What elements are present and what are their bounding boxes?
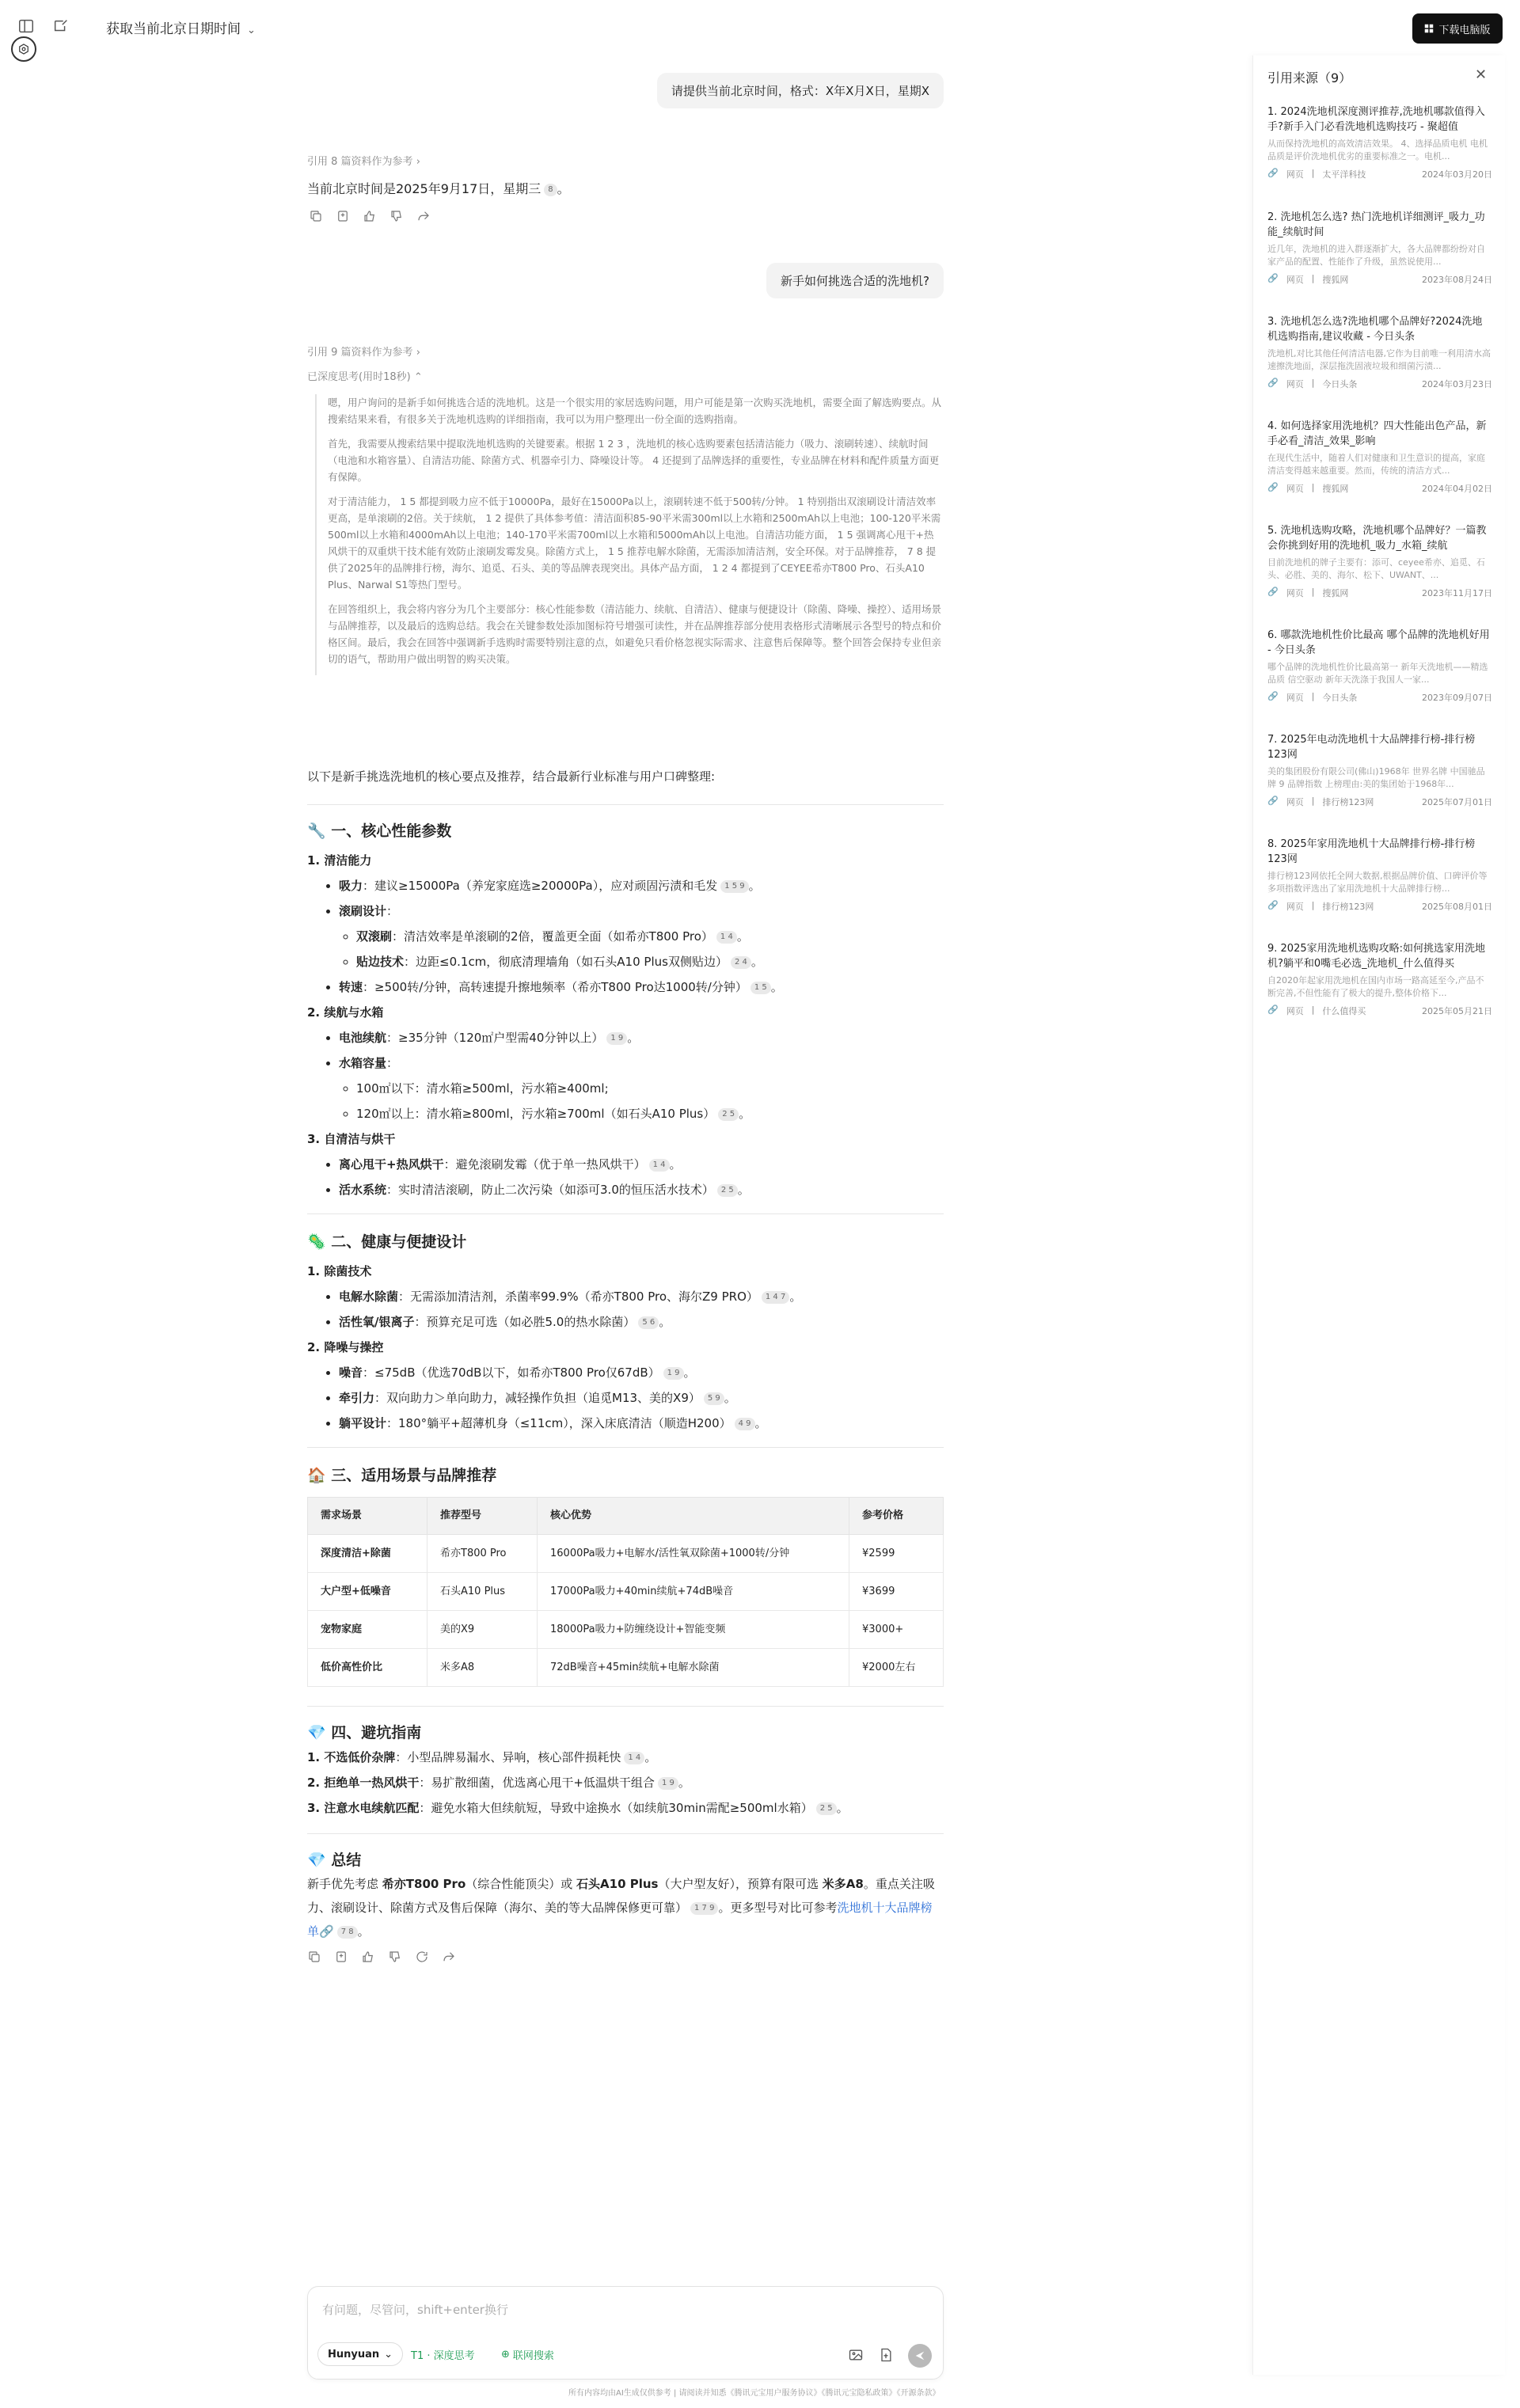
thinking-paragraph: 首先，我需要从搜索结果中提取洗地机选购的关键要素。根据 1 2 3 ，洗地机的核心选购要素包括清洁能力（吸力、滚刷转速）、续航时间（电池和水箱容量）、自清洁功能、除菌方式、机器牵引力、降噪设计等。 4 还提到了品牌选择的重要性，专业品牌在材料和配件质量方面更有保障。 — [328, 438, 940, 483]
source-meta: 🔗 网页 | 排行榜123网 2025年07月01日 — [1267, 796, 1492, 807]
source-title: 2. 洗地机怎么选? 热门洗地机详细测评_吸力_功能_续航时间 — [1267, 211, 1485, 238]
table-cell: 72dB噪音+45min续航+电解水除菌 — [538, 1649, 849, 1687]
divider — [307, 1213, 944, 1214]
sources-title: 引用来源（9） — [1267, 70, 1352, 85]
model-label: Hunyuan — [328, 2348, 380, 2361]
source-item[interactable] — [1267, 941, 1492, 1017]
tip-item: 2. 拒绝单一热风烘干：易扩散细菌，优选离心甩干+低温烘干组合 1 9 。 — [307, 1776, 690, 1790]
section-4-title: 四、避坑指南 — [331, 1724, 422, 1741]
answer-2 — [307, 765, 944, 1964]
send-button[interactable] — [908, 2344, 932, 2368]
link-icon: 🔗 — [1267, 900, 1279, 910]
list-item: ◦ 贴边技术：边距≤0.1cm，彻底清理墙角（如石头A10 Plus双侧贴边） 2 4 。 — [356, 949, 944, 974]
list — [307, 1360, 944, 1436]
chat-input[interactable]: 有问题，尽管问，shift+enter换行 — [322, 2303, 508, 2317]
copy-icon[interactable] — [307, 1950, 321, 1964]
web-search-toggle[interactable] — [492, 2342, 564, 2366]
share-icon[interactable] — [416, 209, 431, 223]
source-title: 4. 如何选择家用洗地机？四大性能出色产品，新手必看_清洁_效果_影响 — [1267, 420, 1487, 447]
table-cell: 17000Pa吸力+40min续航+74dB噪音 — [538, 1573, 849, 1611]
link-icon: 🔗 — [1267, 378, 1279, 388]
source-snippet: 在现代生活中，随着人们对健康和卫生意识的提高，家庭清洁变得越来越重要。然而，传统的清洁方式... — [1267, 453, 1485, 476]
source-snippet: 近几年，洗地机的进入群逐渐扩大，各大品牌都纷纷对自家产品的配置、性能作了升级，虽然说使用... — [1267, 244, 1485, 267]
source-title: 6. 哪款洗地机性价比最高 哪个品牌的洗地机好用 - 今日头条 — [1267, 629, 1490, 656]
citation-badge[interactable]: 4 9 — [735, 1418, 755, 1430]
list-item: • 转速：≥500转/分钟，高转速提升擦地频率（希亦T800 Pro达1000转/分钟） 1 5 。 — [339, 974, 944, 1000]
source-snippet: 哪个品牌的洗地机性价比最高第一 新年天洗地机——精选品质 信空驱动 新年天洗涤于我国人一家... — [1267, 662, 1488, 685]
list-item: • 离心甩干+热风烘干：避免滚刷发霉（优于单一热风烘干） 1 4 。 — [339, 1152, 944, 1177]
file-upload-icon[interactable] — [878, 2347, 894, 2363]
thumbs-down-icon[interactable] — [390, 209, 404, 223]
chevron-up-icon: ⌃ — [413, 371, 423, 383]
citation-badge[interactable]: 2 5 — [717, 1184, 738, 1197]
source-item[interactable] — [1267, 732, 1492, 808]
list-item: • 噪音：≤75dB（优选70dB以下，如希亦T800 Pro仅67dB） 1 9 。 — [339, 1360, 944, 1385]
source-meta: 🔗 网页 | 搜狐网 2024年04月02日 — [1267, 482, 1492, 494]
close-icon[interactable]: ✕ — [1475, 66, 1488, 83]
sublist — [339, 924, 944, 974]
source-snippet: 自2020年起家用洗地机在国内市场一路高延至今,产品不断完善,不但性能有了极大的提升,整体价格下... — [1267, 975, 1484, 998]
recommendation-table — [307, 1497, 944, 1687]
link-icon: 🔗 — [319, 1924, 334, 1939]
citation-badge[interactable]: 1 9 — [606, 1032, 627, 1045]
list-item: ◦ 120㎡以上：清水箱≥800ml，污水箱≥700ml（如石头A10 Plus） 2 5 。 — [356, 1101, 944, 1126]
answer-1-text: 当前北京时间是2025年9月17日，星期三 — [307, 181, 542, 196]
citation-badge[interactable]: 7 8 — [337, 1926, 358, 1939]
citation-badge[interactable]: 1 4 7 — [762, 1291, 789, 1304]
reference-count-1: 引用 8 篇资料作为参考 — [307, 156, 413, 168]
period: 。 — [557, 181, 570, 196]
copy-icon[interactable] — [309, 209, 323, 223]
list-item: • 电解水除菌：无需添加清洁剂，杀菌率99.9%（希亦T800 Pro、海尔Z9 PRO） 1 4 7 。 — [339, 1284, 944, 1309]
sources-panel — [1252, 55, 1505, 2375]
source-meta: 🔗 网页 | 今日头条 2023年09月07日 — [1267, 691, 1492, 703]
table-cell: 宠物家庭 — [308, 1611, 428, 1649]
thumbs-down-icon[interactable] — [388, 1950, 402, 1964]
table-cell: 米多A8 — [428, 1649, 538, 1687]
source-title: 5. 洗地机选购攻略，洗地机哪个品牌好？一篇教会你挑到好用的洗地机_吸力_水箱_续航 — [1267, 525, 1487, 552]
diamond-icon: 💎 — [307, 1852, 326, 1869]
table-header-row — [308, 1498, 944, 1535]
brand-ranking-link[interactable]: 洗地机十大品牌榜单 — [307, 1901, 933, 1939]
thinking-label: 已深度思考(用时18秒) — [307, 371, 411, 383]
model-selector[interactable] — [317, 2342, 403, 2366]
thinking-paragraph: 对于清洁能力， 1 5 都提到吸力应不低于10000Pa，最好在15000Pa以上，滚刷转速不低于500转/分钟。 1 特别指出双滚刷设计清洁效率更高，是单滚刷的2倍。关于续航， 1 2 提供了具体参考值：清洁面积85-90平米需300ml以上水箱和2500mAh以上电池；100-120平米需500ml以上水箱和4000mAh以上电池；140-170平米需700ml以上水箱和5000mAh以上电池。自清洁功能方面， 1 5 强调离心甩干+热风烘干的双重烘干技术能有效防止滚刷发霉发臭。除菌方式上， 1 5 推荐电解水除菌，无需添加清洁剂，安全环保。对于品牌推荐， 7 8 提供了2025年的品牌排行榜，海尔、追觅、石头、美的等品牌表现突出。具体产品方面， 1 2 4 都提到了CEYEE希亦T800 Pro、石头A10 Plus、Narwal S1等热门型号。 — [328, 496, 941, 591]
deep-think-toggle[interactable] — [401, 2342, 484, 2366]
source-snippet: 目前洗地机的牌子主要有：添可、ceyee希亦、追觅、石头、必胜、美的、海尔、松下、UWANT、... — [1267, 557, 1485, 580]
download-label: 下载电脑版 — [1438, 24, 1491, 36]
subheading: 1. 除菌技术 — [307, 1264, 372, 1278]
section-2-title: 二、健康与便捷设计 — [331, 1233, 467, 1251]
virus-icon: 🦠 — [307, 1233, 326, 1251]
thinking-paragraph: 嗯，用户询问的是新手如何挑选合适的洗地机。这是一个很实用的家居选购问题，用户可能是第一次购买洗地机，需要全面了解选购要点。从搜索结果来看，有很多关于洗地机选购的详细指南，我可以为用户整理出一份全面的选购指南。 — [328, 397, 942, 425]
subheading: 1. 清洁能力 — [307, 853, 372, 868]
divider — [307, 1706, 944, 1707]
section-5-heading — [307, 1848, 944, 1872]
chevron-down-icon: ⌄ — [247, 25, 256, 36]
top-bar — [0, 0, 1520, 55]
thinking-toggle[interactable] — [307, 368, 423, 383]
reference-count-2: 引用 9 篇资料作为参考 — [307, 347, 413, 359]
source-meta: 🔗 网页 | 今日头条 2024年03月23日 — [1267, 378, 1492, 389]
list — [307, 1284, 944, 1335]
table-cell: 18000Pa吸力+防缠绕设计+智能变频 — [538, 1611, 849, 1649]
list-item: ◦ 100㎡以下：清水箱≥500ml，污水箱≥400ml; — [356, 1076, 944, 1101]
list-item: • 躺平设计：180°躺平+超薄机身（≤11cm），深入床底清洁（顺造H200） 4 9 。 — [339, 1411, 944, 1436]
table-cell: ¥3000+ — [849, 1611, 944, 1649]
source-meta: 🔗 网页 | 什么值得买 2025年05月21日 — [1267, 1005, 1492, 1016]
user-message-1: 请提供当前北京时间，格式：X年X月X日，星期X — [657, 73, 944, 108]
bookmark-icon[interactable] — [334, 1950, 348, 1964]
sublist — [339, 1076, 944, 1126]
summary-text: 新手优先考虑 希亦T800 Pro（综合性能顶尖）或 石头A10 Plus（大户型友好），预算有限可选 米多A8。重点关注吸力、滚刷设计、除菌方式及售后保障（海尔、美的等大品牌保修更可靠） 1 7 9 。更多型号对比可参考洗地机十大品牌榜单🔗 7 8 。 — [307, 1877, 935, 1939]
divider — [307, 1447, 944, 1448]
conversation-title-text: 获取当前北京日期时间 — [106, 21, 241, 37]
subheading: 2. 续航与水箱 — [307, 1005, 384, 1020]
link-icon: 🔗 — [1267, 691, 1279, 701]
source-meta: 🔗 网页 | 太平洋科技 2024年03月20日 — [1267, 168, 1492, 180]
list-item: • 活水系统：实时清洁滚刷，防止二次污染（如添可3.0的恒压活水技术） 2 5 。 — [339, 1177, 944, 1202]
table-cell: ¥3699 — [849, 1573, 944, 1611]
link-icon: 🔗 — [1267, 273, 1279, 283]
new-chat-icon[interactable] — [52, 17, 71, 36]
citation-badge[interactable]: 1 7 9 — [690, 1902, 718, 1915]
table-cell: 美的X9 — [428, 1611, 538, 1649]
download-desktop-button[interactable] — [1412, 13, 1503, 44]
globe-icon: ⊕ — [501, 2348, 510, 2361]
list-item: • 水箱容量： ◦ 100㎡以下：清水箱≥500ml，污水箱≥400ml; ◦ 120㎡以上：清水箱≥800ml，污水箱≥700ml（如石头A10 Plus） 2 5 。 — [339, 1050, 944, 1126]
source-title: 9. 2025家用洗地机选购攻略:如何挑选家用洗地机?躺平和0嘴毛必选_洗地机_什么值得买 — [1267, 943, 1485, 970]
section-3-title: 三、适用场景与品牌推荐 — [331, 1467, 497, 1484]
thinking-paragraph: 在回答组织上，我会将内容分为几个主要部分：核心性能参数（清洁能力、续航、自清洁）、健康与便捷设计（除菌、降噪、操控）、适用场景与品牌推荐，以及最后的选购总结。我会在关键参数处添加图标符号增强可读性，并在品牌推荐部分使用表格形式清晰展示各型号的特点和价格区间。最后，我会在回答中强调新手选购时需要特别注意的点，如避免只看价格忽视实际需求、注意售后保障等。整个回答会保持专业但亲切的语气，帮助用户做出明智的购买决策。 — [328, 603, 942, 665]
list-item: • 滚刷设计： ◦ 双滚刷：清洁效率是单滚刷的2倍，覆盖更全面（如希亦T800 Pro） 1 4 。 ◦ 贴边技术：边距≤0.1cm，彻底清理墙角（如石头A10 Plus双侧贴边） 2 4 。 — [339, 898, 944, 974]
share-icon[interactable] — [442, 1950, 456, 1964]
citation-badge[interactable]: 2 4 — [731, 956, 751, 969]
list — [307, 1152, 944, 1202]
regenerate-icon[interactable] — [415, 1950, 429, 1964]
table-row — [308, 1573, 944, 1611]
table-cell: 希亦T800 Pro — [428, 1535, 538, 1573]
answer-intro: 以下是新手挑选洗地机的核心要点及推荐，结合最新行业标准与用户口碑整理: — [307, 769, 716, 784]
thinking-panel — [315, 394, 942, 675]
chevron-right-icon: › — [416, 347, 420, 359]
list-item: ◦ 双滚刷：清洁效率是单滚刷的2倍，覆盖更全面（如希亦T800 Pro） 1 4 。 — [356, 924, 944, 949]
citation-badge[interactable]: 1 9 — [658, 1777, 678, 1790]
chevron-down-icon: ⌄ — [384, 2348, 393, 2361]
link-icon: 🔗 — [1267, 1005, 1279, 1015]
house-icon: 🏠 — [307, 1467, 326, 1484]
source-title: 7. 2025年电动洗地机十大品牌排行榜-排行榜123网 — [1267, 734, 1476, 761]
table-header-cell: 需求场景 — [308, 1498, 428, 1535]
send-icon — [914, 2349, 926, 2362]
sidebar-toggle-icon[interactable] — [17, 17, 36, 36]
tip-item: 1. 不选低价杂牌：小型品牌易漏水、异响，核心部件损耗快 1 4 。 — [307, 1750, 657, 1764]
thumbs-up-icon[interactable] — [363, 209, 377, 223]
table-header-cell: 推荐型号 — [428, 1498, 538, 1535]
source-meta: 🔗 网页 | 搜狐网 2023年11月17日 — [1267, 587, 1492, 598]
table-cell: ¥2599 — [849, 1535, 944, 1573]
subheading: 3. 自清洁与烘干 — [307, 1132, 396, 1146]
source-item[interactable] — [1267, 104, 1492, 180]
table-row — [308, 1649, 944, 1687]
divider — [307, 804, 944, 805]
source-snippet: 排行榜123网依托全网大数据,根据品牌价值、口碑评价等多项指数评选出了家用洗地机十大品牌排行榜... — [1267, 871, 1488, 894]
answer-1-actions — [309, 209, 431, 223]
user-message-2: 新手如何挑选合适的洗地机? — [766, 263, 944, 298]
citation-badge[interactable]: 2 5 — [816, 1802, 837, 1815]
citation-badge[interactable]: 8 — [544, 184, 557, 196]
citation-badge[interactable]: 1 4 — [716, 931, 737, 944]
deep-think-label: T1 · 深度思考 — [411, 2349, 475, 2362]
list-item: • 活性氧/银离子：预算充足可选（如必胜5.0的热水除菌） 5 6 。 — [339, 1309, 944, 1335]
chevron-right-icon: › — [416, 156, 420, 168]
source-snippet: 洗地机,对比其他任何清洁电器,它作为目前唯一利用清水高速擦洗地面，深层拖洗固液垃圾和细菌污渍... — [1267, 348, 1491, 371]
citation-badge[interactable]: 5 6 — [638, 1316, 659, 1329]
table-cell: 石头A10 Plus — [428, 1573, 538, 1611]
thumbs-up-icon[interactable] — [361, 1950, 375, 1964]
table-cell: ¥2000左右 — [849, 1649, 944, 1687]
source-item[interactable] — [1267, 314, 1492, 390]
source-snippet: 从而保持洗地机的高效清洁效果。 4、选择品质电机 电机品质是评价洗地机优劣的重要标准之一。电机... — [1267, 139, 1488, 161]
table-header-cell: 核心优势 — [538, 1498, 849, 1535]
app-logo-icon[interactable] — [11, 36, 36, 62]
image-upload-icon[interactable] — [848, 2347, 864, 2363]
citation-badge[interactable]: 1 5 9 — [720, 880, 748, 893]
web-search-label: 联网搜索 — [512, 2349, 554, 2362]
link-icon: 🔗 — [1267, 482, 1279, 492]
source-snippet: 美的集团股份有限公司(佛山)1968年 世界名牌 中国驰品牌 9 品牌指数 上榜理由:美的集团始于1968年... — [1267, 766, 1485, 789]
list-item: • 吸力：建议≥15000Pa（养宠家庭选≥20000Pa），应对顽固污渍和毛发 1 5 9 。 — [339, 873, 944, 898]
source-item[interactable] — [1267, 837, 1492, 913]
list-item: • 电池续航：≥35分钟（120㎡户型需40分钟以上） 1 9 。 — [339, 1025, 944, 1050]
table-row — [308, 1611, 944, 1649]
assistant-answer-1 — [307, 179, 570, 197]
chat-input-box[interactable] — [307, 2286, 944, 2380]
table-cell: 大户型+低噪音 — [308, 1573, 428, 1611]
source-title: 1. 2024洗地机深度测评推荐,洗地机哪款值得入手?新手入门必看洗地机选购技巧 - 聚超值 — [1267, 106, 1485, 133]
diamond-icon: 💎 — [307, 1724, 326, 1741]
table-cell: 16000Pa吸力+电解水/活性氧双除菌+1000转/分钟 — [538, 1535, 849, 1573]
link-icon: 🔗 — [1267, 587, 1279, 597]
citation-badge[interactable]: 1 5 — [750, 982, 771, 994]
list — [307, 873, 944, 1000]
source-title: 3. 洗地机怎么选?洗地机哪个品牌好?2024洗地机选购指南,建议收藏 - 今日头条 — [1267, 316, 1483, 343]
reference-toggle-1[interactable] — [307, 153, 420, 168]
source-title: 8. 2025年家用洗地机十大品牌排行榜-排行榜123网 — [1267, 838, 1476, 865]
table-cell: 深度清洁+除菌 — [308, 1535, 428, 1573]
list — [307, 1025, 944, 1126]
source-meta: 🔗 网页 | 搜狐网 2023年08月24日 — [1267, 273, 1492, 285]
source-item[interactable] — [1267, 523, 1492, 599]
table-row — [308, 1535, 944, 1573]
table-cell: 低价高性价比 — [308, 1649, 428, 1687]
source-item[interactable] — [1267, 210, 1492, 286]
section-1-title: 一、核心性能参数 — [331, 822, 452, 840]
citation-badge[interactable]: 1 4 — [624, 1752, 644, 1764]
reference-toggle-2[interactable] — [307, 344, 420, 359]
section-1-heading — [307, 819, 944, 843]
link-icon: 🔗 — [1267, 796, 1279, 806]
source-item[interactable] — [1267, 419, 1492, 495]
section-2-heading — [307, 1230, 944, 1254]
citation-badge[interactable]: 1 4 — [649, 1159, 670, 1172]
citation-badge[interactable]: 5 9 — [704, 1392, 724, 1405]
wrench-icon: 🔧 — [307, 822, 326, 840]
windows-icon — [1424, 24, 1434, 33]
section-5-title: 总结 — [331, 1852, 362, 1869]
list-item: • 牵引力：双向助力＞单向助力，减轻操作负担（追觅M13、美的X9） 5 9 。 — [339, 1385, 944, 1411]
section-4-heading — [307, 1721, 944, 1745]
source-meta: 🔗 网页 | 排行榜123网 2025年08月01日 — [1267, 900, 1492, 912]
footer-disclaimer: 所有内容均由AI生成仅供参考 | 请阅读并知悉《腾讯元宝用户服务协议》《腾讯元宝隐私政策》《开源条款》 — [568, 2389, 940, 2398]
subheading: 2. 降噪与操控 — [307, 1340, 384, 1354]
source-item[interactable] — [1267, 628, 1492, 704]
section-3-heading — [307, 1464, 944, 1487]
link-icon: 🔗 — [1267, 168, 1279, 178]
divider — [307, 1833, 944, 1834]
citation-badge[interactable]: 2 5 — [718, 1108, 739, 1121]
conversation-title[interactable] — [106, 17, 256, 37]
bookmark-icon[interactable] — [336, 209, 350, 223]
tip-item: 3. 注意水电续航匹配：避免水箱大但续航短，导致中途换水（如续航30min需配≥500ml水箱） 2 5 。 — [307, 1801, 849, 1815]
citation-badge[interactable]: 1 9 — [663, 1367, 684, 1380]
answer-2-actions — [307, 1950, 944, 1964]
table-header-cell: 参考价格 — [849, 1498, 944, 1535]
